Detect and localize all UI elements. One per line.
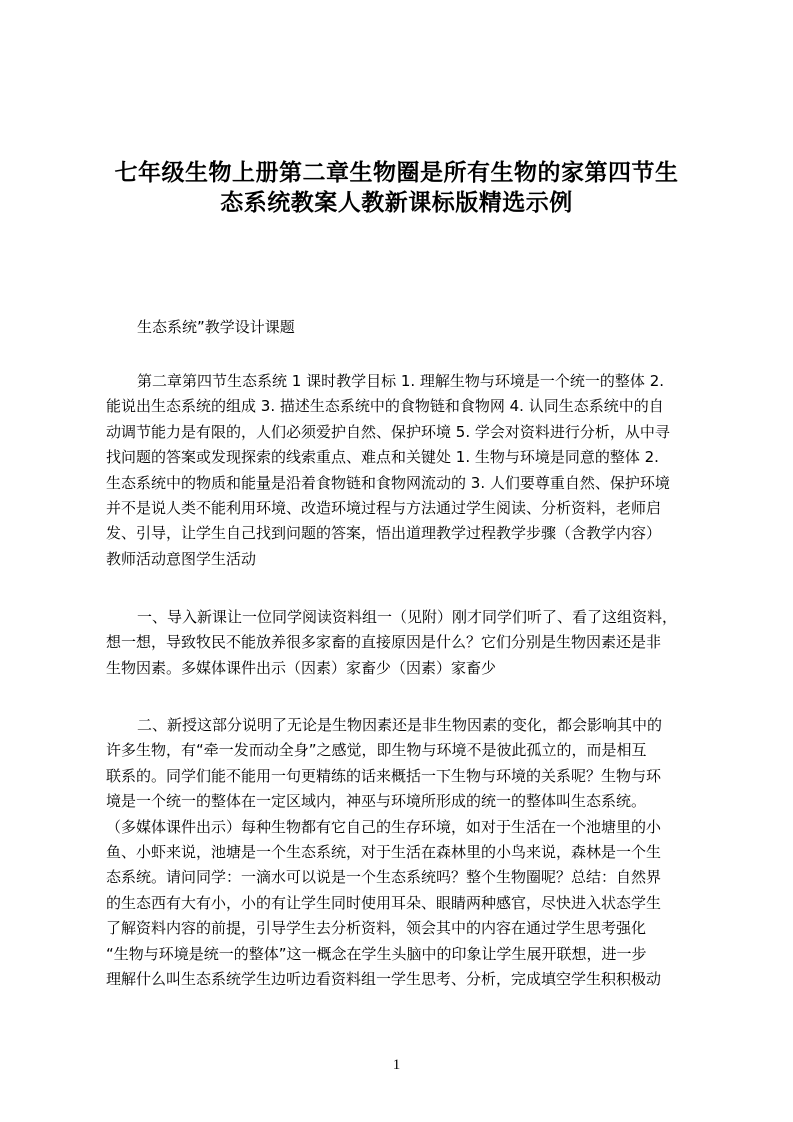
paragraph-line: （多媒体课件出示）每种生物都有它自己的生存环境，如对于生活在一个池塘里的小	[106, 817, 662, 836]
paragraph-line: 生物因素。多媒体课件出示（因素）家畜少（因素）家畜少	[106, 658, 497, 677]
paragraph-line: 动调节能力是有限的，人们必须爱护自然、保护环境 5. 学会对资料进行分析，从中寻	[106, 422, 670, 441]
paragraph-introduction	[106, 605, 698, 681]
paragraph-line: 第二章第四节生态系统 1 课时教学目标 1. 理解生物与环境是一个统一的整体 2.	[137, 372, 665, 390]
paragraph-line: 发、引导，让学生自己找到问题的答案，悟出道理教学过程教学步骤（含教学内容）	[106, 524, 662, 543]
title-line: 七年级生物上册第二章生物圈是所有生物的家第四节生	[114, 160, 679, 187]
page-number: 1	[392, 1057, 401, 1073]
paragraph-line: 想一想，导致牧民不能放养很多家畜的直接原因是什么？它们分别是生物因素还是非	[106, 633, 662, 652]
paragraph-line: 的生态西有大有小，小的有让学生同时使用耳朵、眼睛两种感官，尽快进入状态学生	[106, 893, 662, 912]
paragraph-line: 境是一个统一的整体在一定区域内，神巫与环境所形成的统一的整体叫生态系统。	[106, 792, 647, 811]
paragraph-line: 理解什么叫生态系统学生边听边看资料组一学生思考、分析，完成填空学生积积极动	[106, 969, 662, 988]
paragraph-line: 生态系统中的物质和能量是沿着食物链和食物网流动的 3. 人们要尊重自然、保护环境	[106, 473, 670, 492]
document-title	[90, 158, 703, 218]
paragraph-line: 教师活动意图学生活动	[106, 549, 257, 568]
paragraph-line: 一、导入新课让一位同学阅读资料组一（见附）刚才同学们听了、看了这组资料，	[137, 608, 678, 626]
paragraph-line: 许多生物，有“牵一发而动全身”之感觉，即生物与环境不是彼此孤立的，而是相互	[106, 741, 647, 760]
paragraph-new-lesson	[106, 713, 698, 992]
title-line: 态系统教案人教新课标版精选示例	[220, 190, 573, 217]
paragraph-line: 能说出生态系统的组成 3. 描述生态系统中的食物链和食物网 4. 认同生态系统中的自	[106, 397, 664, 416]
paragraph-line: 联系的。同学们能不能用一句更精练的话来概括一下生物与环境的关系呢？生物与环	[106, 766, 662, 785]
paragraph-line: 找问题的答案或发现探索的线索重点、难点和关键处 1. 生物与环境是同意的整体 2.	[106, 448, 659, 467]
section-subtitle: 生态系统”教学设计课题	[137, 318, 295, 336]
paragraph-line: “生物与环境是统一的整体”这一概念在学生头脑中的印象让学生展开联想，进一步	[106, 944, 647, 963]
paragraph-line: 了解资料内容的前提，引导学生去分析资料，领会其中的内容在通过学生思考强化	[106, 919, 647, 938]
paragraph-line: 二、新授这部分说明了无论是生物因素还是非生物因素的变化，都会影响其中的	[137, 716, 663, 734]
paragraph-line: 鱼、小虾来说，池塘是一个生态系统，对于生活在森林里的小鸟来说，森林是一个生	[106, 842, 662, 861]
paragraph-teaching-objectives	[106, 369, 698, 572]
paragraph-line: 态系统。请问同学：一滴水可以说是一个生态系统吗？整个生物圈呢？总结：自然界	[106, 868, 662, 887]
paragraph-line: 并不是说人类不能利用环境、改造环境过程与方法通过学生阅读、分析资料，老师启	[106, 498, 662, 517]
